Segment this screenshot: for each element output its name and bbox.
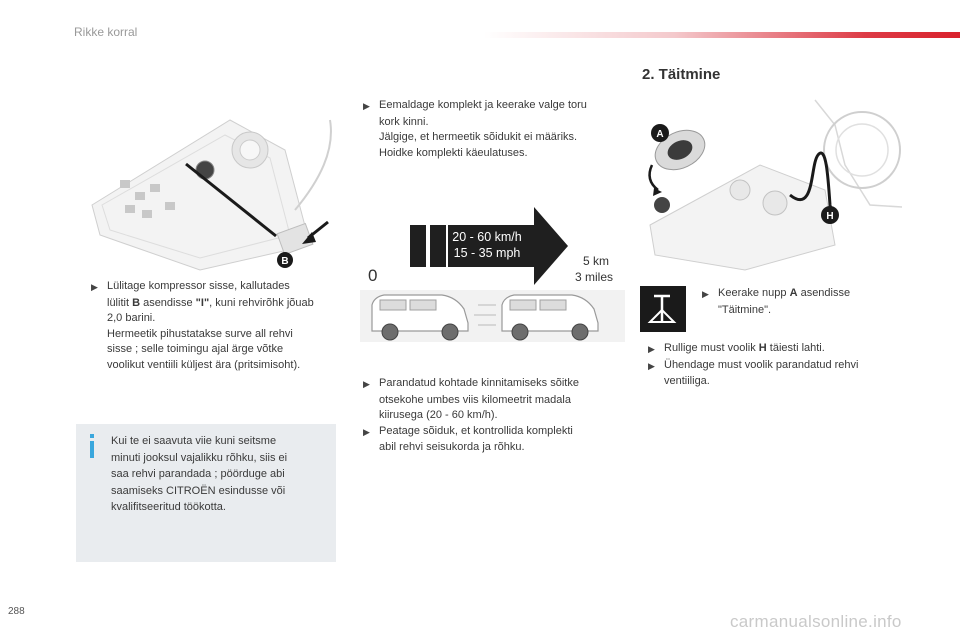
inflate-mode-icon bbox=[640, 286, 686, 332]
compressor-switch-illustration bbox=[80, 110, 340, 275]
bullet-arrow-icon: ▶ bbox=[648, 344, 655, 354]
step-line: sisse ; selle toimingu ajal ärge võtke bbox=[107, 343, 284, 355]
inflation-kit-illustration bbox=[640, 95, 905, 275]
section-title: 2. Täitmine bbox=[642, 66, 721, 83]
callout-b-label: B bbox=[281, 256, 289, 267]
step-hose: ▶ Rullige must voolik H täiesti lahti. ▶ Ühendage must voolik parandatud rehvi ventiiliga. bbox=[648, 342, 859, 387]
callout-h-label: H bbox=[826, 211, 834, 222]
distance-start-label: 0 bbox=[368, 266, 378, 285]
speed-mph-label: 15 - 35 mph bbox=[453, 246, 521, 260]
step-turn-knob: ▶ Keerake nupp A asendisse "Täitmine". bbox=[702, 287, 851, 316]
section-header: Rikke korral bbox=[74, 25, 138, 39]
step-line: 2,0 barini. bbox=[107, 312, 156, 324]
drive-speed-illustration bbox=[360, 205, 625, 345]
step-remove-kit: ▶ Eemaldage komplekt ja keerake valge toru kork kinni. Jälgige, et hermeetik sõidukit ei määriks. Hoidke komplekti käeulatuses. bbox=[363, 99, 587, 159]
step-drive: ▶ Parandatud kohtade kinnitamiseks sõitke otsekohe umbes viis kilomeetrit madala kiirusega (20 - 60 km/h). ▶ Peatage sõiduk, et kontrollida komplekti abil rehvi seisukorda ja rõhku. bbox=[363, 377, 579, 453]
bullet-arrow-icon: ▶ bbox=[648, 360, 655, 371]
bullet-arrow-icon: ▶ bbox=[91, 282, 98, 292]
header-accent-bar bbox=[484, 32, 960, 38]
info-note-text: Kui te ei saavuta viie kuni seitsme minuti jooksul vajalikku rõhku, siis ei saa rehvi parandada ; pöörduge abi saamiseks CITROËN esindusse või kvalifitseeritud töökotta. bbox=[111, 435, 288, 513]
bullet-arrow-icon: ▶ bbox=[363, 426, 370, 437]
watermark: carmanualsonline.info bbox=[730, 612, 902, 631]
bullet-arrow-icon: ▶ bbox=[702, 289, 709, 299]
callout-a-label: A bbox=[656, 129, 664, 140]
step-line: Lülitage kompressor sisse, kallutades bbox=[107, 280, 290, 292]
step-line: lülitit B asendisse "I", kuni rehvirõhk jõuab bbox=[107, 296, 314, 309]
step-line: Hermeetik pihustatakse surve all rehvi bbox=[107, 327, 293, 340]
step-switch-on bbox=[91, 279, 341, 373]
info-icon bbox=[88, 434, 96, 460]
bullet-arrow-icon: ▶ bbox=[363, 101, 370, 111]
page-number: 288 bbox=[8, 606, 25, 617]
step-line: voolikut ventiili küljest ära (pritsimisoht). bbox=[107, 358, 301, 371]
speed-kmh-label: 20 - 60 km/h bbox=[452, 230, 522, 244]
distance-km-label: 5 km bbox=[583, 254, 610, 268]
bullet-arrow-icon: ▶ bbox=[363, 379, 370, 389]
distance-miles-label: 3 miles bbox=[575, 270, 614, 284]
